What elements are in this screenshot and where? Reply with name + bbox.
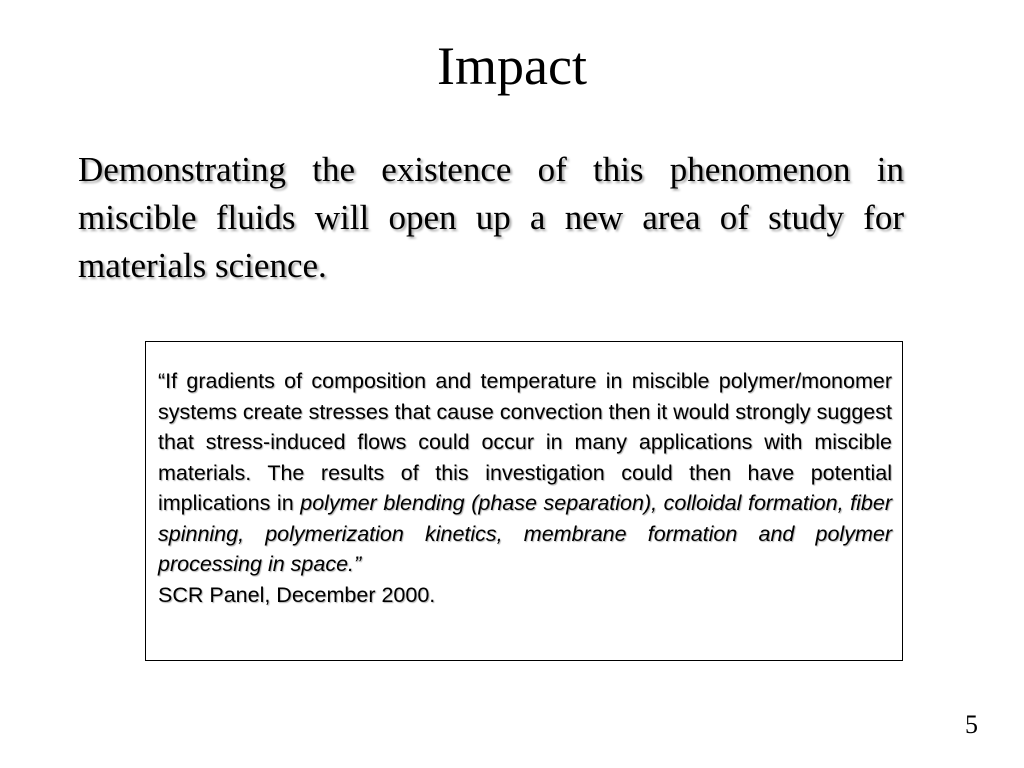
slide-title: Impact (437, 36, 587, 96)
quote-box (145, 341, 903, 661)
quote-italic-text: polymer blending (phase separation), colloidal formation, fiber spinning, polymerization kinetics, membrane formation and polymer processing in space.” (158, 491, 892, 576)
quote-plain-text: “If gradients of composition and temperature in miscible polymer/monomer systems create stresses that cause convection then it would strongly suggest that stress-induced flows could occur in many applications with miscible materials. The results of this investigation could then have potential implications in (158, 369, 892, 515)
page-number: 5 (965, 710, 978, 739)
quote-attribution: SCR Panel, December 2000. (158, 582, 436, 607)
quote-text (158, 366, 892, 580)
lead-paragraph: Demonstrating the existence of this phenomenon in miscible fluids will open up a new area of study for materials science. (78, 150, 904, 285)
